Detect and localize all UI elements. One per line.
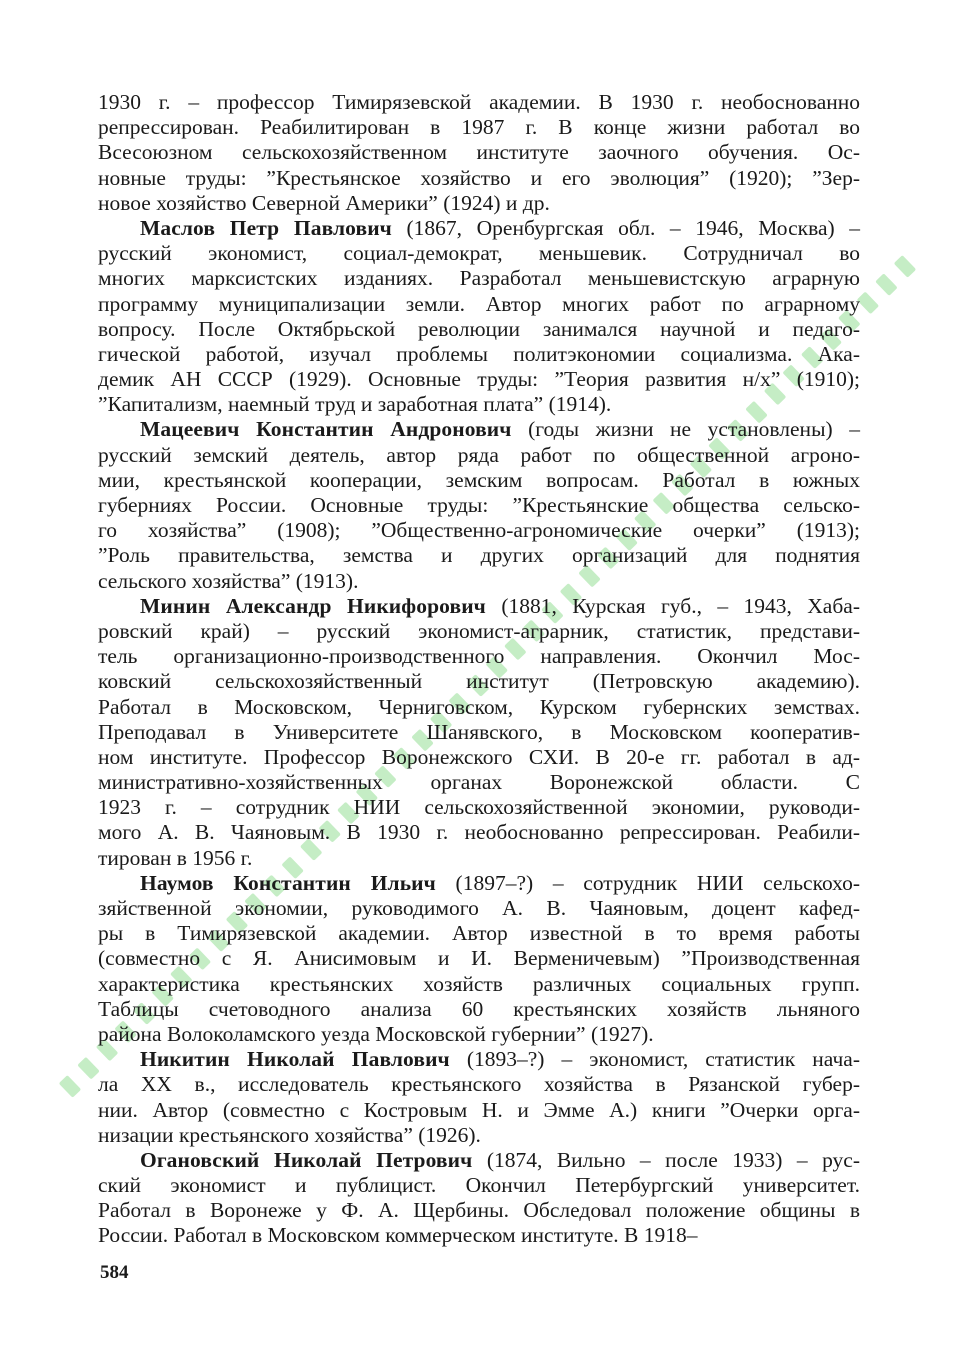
line-text: русский земский деятель, автор ряда работ по общественной агроно-: [98, 442, 860, 467]
text-line: [98, 1047, 860, 1072]
text-line: [98, 166, 860, 191]
text-line: [98, 191, 860, 216]
line-text: новные труды: ”Крестьянское хозяйство и его эволюция” (1920); ”Зер-: [98, 165, 860, 190]
text-line: [98, 1072, 860, 1097]
watermark-glyph: [77, 1057, 100, 1080]
paragraph-intro: [98, 90, 860, 216]
text-line: [98, 543, 860, 568]
line-text: (1867, Оренбургская обл. – 1946, Москва) –: [391, 215, 860, 240]
line-text: (годы жизни не установлены) –: [511, 417, 860, 442]
line-text: го хозяйства” (1908); ”Общественно-агрономические очерки” (1913);: [98, 518, 860, 543]
text-line: [98, 317, 860, 342]
text-line: [98, 443, 860, 468]
text-line: [98, 695, 860, 720]
text-line: [98, 946, 860, 971]
text-line: [98, 669, 860, 694]
line-text: ”Капитализм, наемный труд и заработная плата” (1914).: [98, 392, 612, 417]
text-line: [98, 921, 860, 946]
paragraph-minin: [98, 594, 860, 871]
line-text: многих марксистских изданиях. Разработал меньшевистскую аграрную: [98, 266, 860, 291]
text-line: [98, 745, 860, 770]
text-line: [98, 367, 860, 392]
line-text: (1893–?) – экономист, статистик нача-: [449, 1047, 860, 1072]
line-text: России. Работал в Московском коммерческом институте. В 1918–: [98, 1223, 698, 1248]
text-line: [98, 720, 860, 745]
line-text: тирован в 1956 г.: [98, 845, 253, 870]
text-line: [98, 1123, 860, 1148]
text-line: [98, 795, 860, 820]
text-line: [98, 342, 860, 367]
text-line: [98, 115, 860, 140]
line-text: (1897–?) – сотрудник НИИ сельскохо-: [435, 870, 861, 895]
line-text: района Волоколамского уезда Московской губернии” (1927).: [98, 1021, 654, 1046]
text-line: [98, 997, 860, 1022]
text-line: [98, 468, 860, 493]
line-text: репрессирован. Реабилитирован в 1987 г. В конце жизни работал во: [98, 115, 860, 140]
line-text: низации крестьянского хозяйства” (1926).: [98, 1122, 481, 1147]
line-text: русский экономист, социал-демократ, меньшевик. Сотрудничал во: [98, 241, 860, 266]
line-text: Всесоюзном сельскохозяйственном институте заочного обучения. Ос-: [98, 140, 860, 165]
text-line: [98, 770, 860, 795]
text-line: [98, 1022, 860, 1047]
text-line: [98, 493, 860, 518]
entry-name: Огановский Николай Петрович: [140, 1147, 473, 1172]
watermark-glyph: [59, 1075, 82, 1098]
text-line: [98, 1148, 860, 1173]
body-text: [98, 90, 860, 1249]
line-text: Таблицы счетоводного анализа 60 крестьянских хозяйств льняного: [98, 996, 860, 1021]
line-text: (1881, Курская губ., – 1943, Хаба-: [485, 593, 860, 618]
paragraph-naumov: [98, 871, 860, 1047]
line-text: сельского хозяйства” (1913).: [98, 568, 359, 593]
line-text: гической работой, изучал проблемы политэкономии социализма. Ака-: [98, 341, 860, 366]
line-text: (совместно с Я. Анисимовым и И. Верменичевым) ”Производственная: [98, 946, 860, 971]
line-text: Работал в Московском, Черниговском, Курском губернских земствах.: [98, 694, 860, 719]
line-text: ном институте. Профессор Воронежского СХИ. В 20-е гг. работал в ад-: [98, 744, 860, 769]
text-line: [98, 644, 860, 669]
line-text: Преподавал в Университете Шанявского, в Московском кооператив-: [98, 719, 860, 744]
line-text: мого А. В. Чаяновым. В 1930 г. необоснованно репрессирован. Реабили-: [98, 820, 860, 845]
line-text: губерниях России. Основные труды: ”Крестьянские общества сельско-: [98, 493, 860, 517]
line-text: ла XX в., исследователь крестьянского хозяйства в Рязанской губер-: [98, 1072, 860, 1097]
line-text: новое хозяйство Северной Америки” (1924) и др.: [98, 190, 550, 215]
line-text: ский экономист и публицист. Окончил Петербургский университет.: [98, 1173, 860, 1198]
line-text: тель организационно-производственного направления. Окончил Мос-: [98, 644, 860, 669]
text-line: [98, 871, 860, 896]
text-line: [98, 619, 860, 644]
line-text: ”Роль правительства, земства и других организаций для поднятия: [98, 543, 860, 568]
text-line: [98, 216, 860, 241]
entry-name: Наумов Константин Ильич: [140, 870, 436, 895]
line-text: характеристика крестьянских хозяйств различных социальных групп.: [98, 971, 860, 996]
text-line: [98, 90, 860, 115]
text-line: [98, 241, 860, 266]
entry-name: Минин Александр Никифорович: [140, 593, 486, 618]
text-line: [98, 292, 860, 317]
line-text: мии, крестьянской кооперации, земским вопросам. Работал в южных: [98, 467, 860, 492]
text-line: [98, 594, 860, 619]
text-line: [98, 1223, 860, 1248]
line-text: 1930 г. – профессор Тимирязевской академии. В 1930 г. необоснованно: [98, 90, 860, 114]
line-text: Работал в Воронеже у Ф. А. Щербины. Обследовал положение общины в: [98, 1198, 860, 1223]
line-text: ры в Тимирязевской академии. Автор известной в то время работы: [98, 921, 860, 946]
entry-name: Никитин Николай Павлович: [140, 1047, 450, 1072]
text-line: [98, 846, 860, 871]
text-line: [98, 972, 860, 997]
text-line: [98, 1198, 860, 1223]
text-line: [98, 518, 860, 543]
page-number: 584: [100, 1262, 129, 1283]
text-line: [98, 266, 860, 291]
entry-name: Мацеевич Константин Андронович: [140, 417, 512, 442]
line-text: (1874, Вильно – после 1933) – рус-: [472, 1147, 861, 1172]
text-line: [98, 140, 860, 165]
watermark-glyph: [894, 255, 917, 278]
line-text: зяйственной экономии, руководимого А. В. Чаяновым, доцент кафед-: [98, 896, 860, 920]
paragraph-maslov: [98, 216, 860, 418]
text-line: [98, 896, 860, 921]
watermark-glyph: [875, 273, 898, 296]
line-text: министративно-хозяйственных органах Воронежской области. С: [98, 770, 860, 795]
line-text: ровский край) – русский экономист-аграрник, статистик, представи-: [98, 618, 860, 643]
line-text: ковский сельскохозяйственный институт (Петровскую академию).: [98, 669, 860, 694]
paragraph-oganovsky: [98, 1148, 860, 1249]
paragraph-matseevich: [98, 417, 860, 593]
entry-name: Маслов Петр Павлович: [140, 215, 392, 240]
line-text: демик АН СССР (1929). Основные труды: ”Теория развития н/х” (1910);: [98, 367, 860, 392]
text-line: [98, 1173, 860, 1198]
text-line: [98, 820, 860, 845]
line-text: 1923 г. – сотрудник НИИ сельскохозяйственной экономии, руководи-: [98, 795, 860, 820]
text-line: [98, 569, 860, 594]
text-line: [98, 417, 860, 442]
text-line: [98, 392, 860, 417]
line-text: вопросу. После Октябрьской революции занимался научной и педаго-: [98, 316, 860, 341]
line-text: программу муниципализации земли. Автор многих работ по аграрному: [98, 291, 860, 316]
paragraph-nikitin: [98, 1047, 860, 1148]
text-line: [98, 1098, 860, 1123]
line-text: нии. Автор (совместно с Костровым Н. и Эмме А.) книги ”Очерки орга-: [98, 1097, 860, 1122]
